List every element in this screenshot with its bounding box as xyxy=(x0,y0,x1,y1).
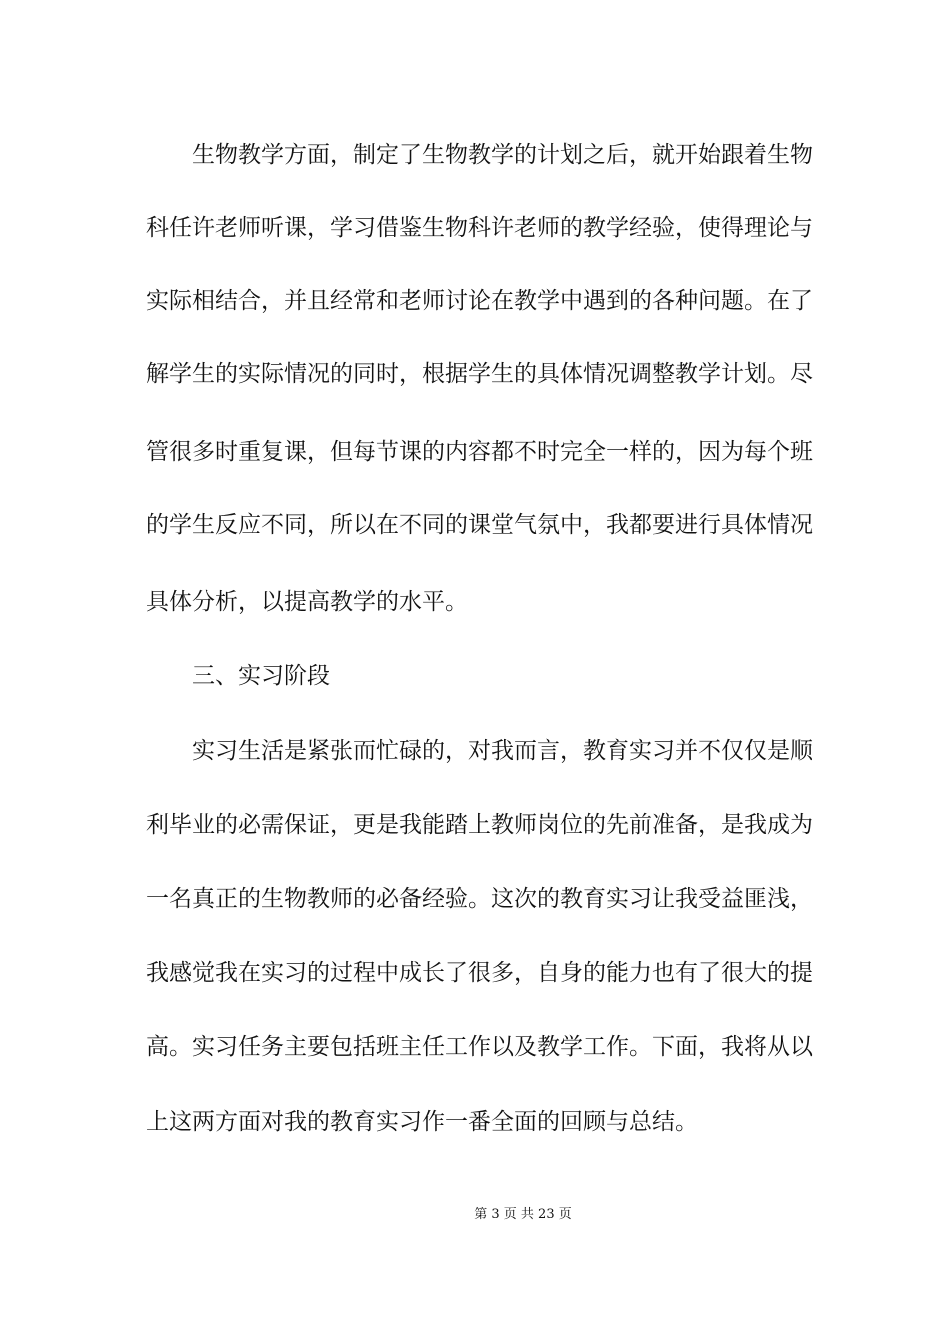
paragraph-line: 利毕业的必需保证，更是我能踏上教师岗位的先前准备，是我成为 xyxy=(146,812,813,838)
paragraph-line: 具体分析，以提高教学的水平。 xyxy=(146,589,468,615)
paragraph-line: 实习生活是紧张而忙碌的，对我而言，教育实习并不仅仅是顺 xyxy=(192,738,813,764)
paragraph-line: 管很多时重复课，但每节课的内容都不时完全一样的，因为每个班 xyxy=(146,439,813,465)
paragraph-line: 解学生的实际情况的同时，根据学生的具体情况调整教学计划。尽 xyxy=(146,361,813,387)
section-heading: 三、实习阶段 xyxy=(192,663,330,689)
page-number-footer: 第 3 页 共 23 页 xyxy=(474,1207,572,1222)
paragraph-line: 实际相结合，并且经常和老师讨论在教学中遇到的各种问题。在了 xyxy=(146,288,813,314)
paragraph-line: 高。实习任务主要包括班主任工作以及教学工作。下面，我将从以 xyxy=(146,1034,813,1060)
paragraph-line: 一名真正的生物教师的必备经验。这次的教育实习让我受益匪浅， xyxy=(146,886,813,912)
paragraph-line: 我感觉我在实习的过程中成长了很多，自身的能力也有了很大的提 xyxy=(146,960,813,986)
paragraph-line: 科任许老师听课，学习借鉴生物科许老师的教学经验，使得理论与 xyxy=(146,215,813,241)
paragraph-line: 的学生反应不同，所以在不同的课堂气氛中，我都要进行具体情况 xyxy=(146,512,813,538)
paragraph-line: 上这两方面对我的教育实习作一番全面的回顾与总结。 xyxy=(146,1109,698,1135)
paragraph-line: 生物教学方面，制定了生物教学的计划之后，就开始跟着生物 xyxy=(192,142,813,168)
